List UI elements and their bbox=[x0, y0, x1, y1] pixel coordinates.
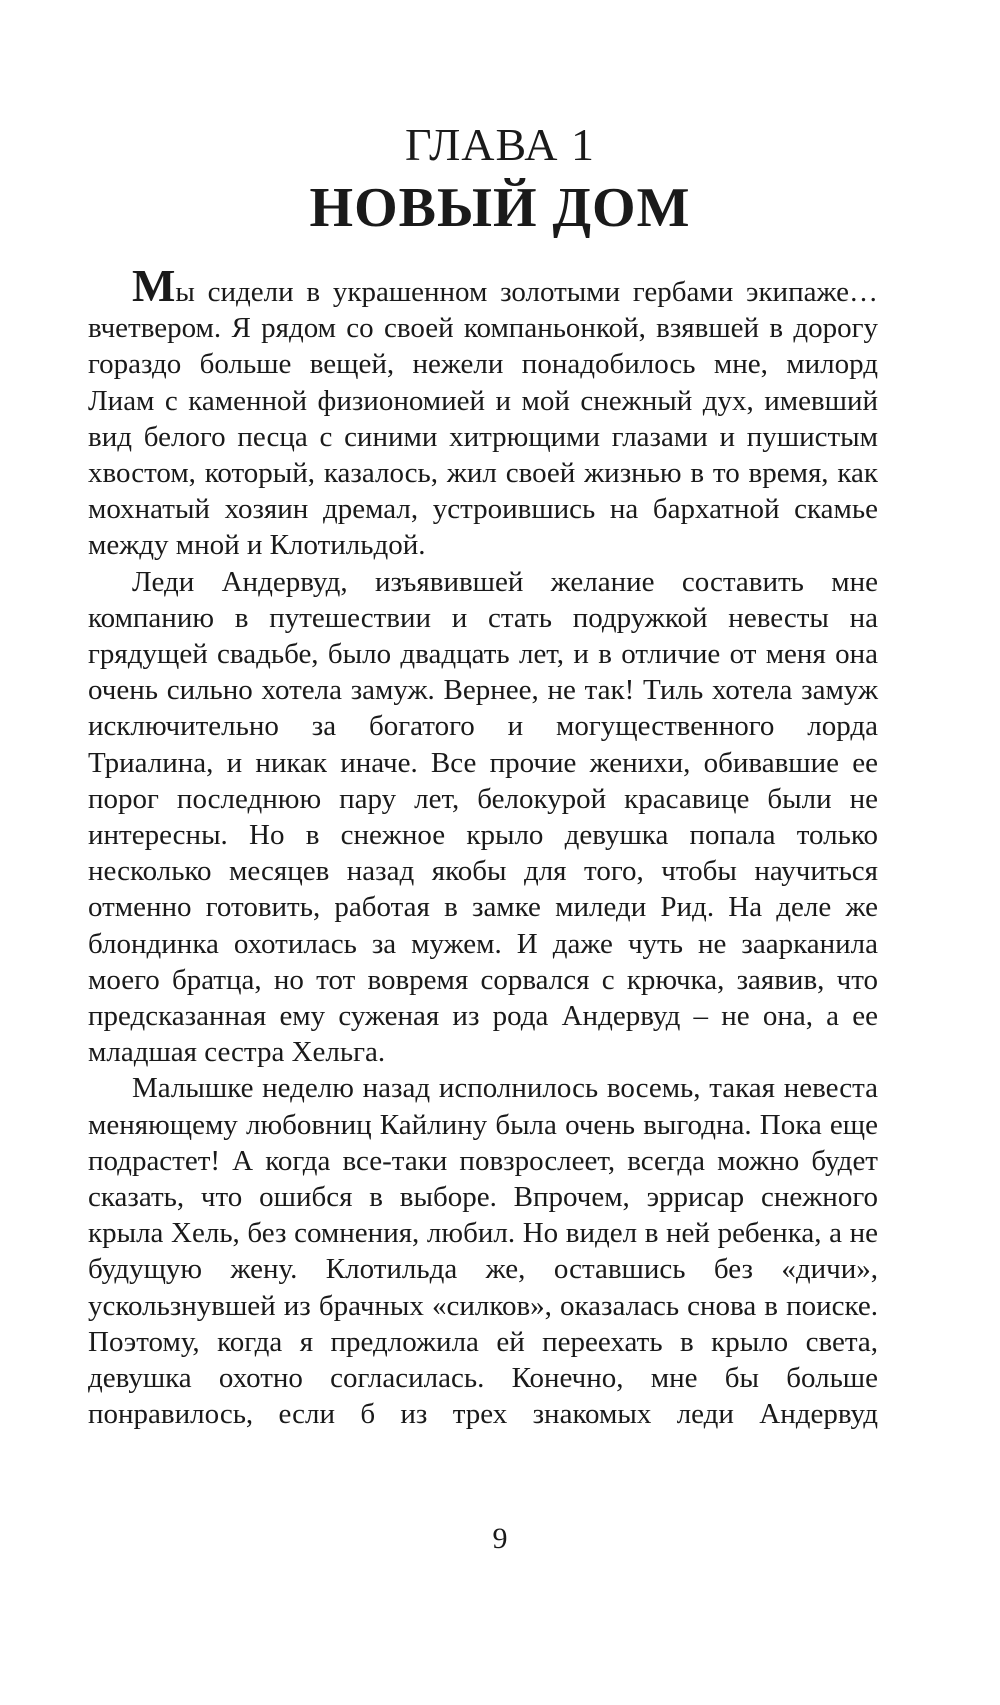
drop-cap: М bbox=[132, 260, 176, 311]
chapter-title: НОВЫЙ ДОМ bbox=[309, 177, 691, 239]
body-text bbox=[88, 260, 878, 1433]
paragraph-1 bbox=[88, 260, 878, 564]
paragraph-3: Малышке неделю назад исполнилось восемь, такая невеста меняющему любовниц Кайлину была очень выгодна. Пока еще подрастет! А когда все-таки повзрослеет, всегда можно будет сказать, что ошибся в выборе. Впрочем, эррисар снежного крыла Хель, без сомнения, любил. Но видел в ней ребенка, а не будущую жену. Клотильда же, оставшись без «дичи», ускользнувшей из брачных «силков», оказалась снова в поиске. Поэтому, когда я предложила ей переехать в крыло света, девушка охотно согласилась. Конечно, мне бы больше понравилось, если б из трех знакомых леди Андервуд bbox=[88, 1072, 878, 1431]
paragraph-1-text: ы сидели в украшенном золотыми гербами экипаже… вчетвером. Я рядом со своей компаньонкой, взявшей в дорогу гораздо больше вещей, нежели понадобилось мне, милорд Лиам с каменной физиономией и мой снежный дух, имевший вид белого песца с синими хитрющими глазами и пушистым хвостом, который, казалось, жил своей жизнью в то время, как мохнатый хозяин дремал, устроившись на бархатной скамье между мной и Клотильдой. bbox=[88, 276, 878, 562]
paragraph-2: Леди Андервуд, изъявившей желание составить мне компанию в путешествии и стать подружкой невесты на грядущей свадьбе, было двадцать лет, и в отличие от меня она очень сильно хотела замуж. Вернее, не так! Тиль хотела замуж исключительно за богатого и могущественного лорда Триалина, и никак иначе. Все прочие женихи, обивавшие ее порог последнюю пару лет, белокурой красавице были не интересны. Но в снежное крыло девушка попала только несколько месяцев назад якобы для того, чтобы научиться отменно готовить, работая в замке миледи Рид. На деле же блондинка охотилась за мужем. И даже чуть не заарканила моего братца, но тот вовремя сорвался с крючка, заявив, что предсказанная ему суженая из рода Андервуд – не она, а ее младшая сестра Хельга. bbox=[88, 565, 878, 1069]
page-number: 9 bbox=[492, 1522, 508, 1555]
chapter-number: ГЛАВА 1 bbox=[404, 119, 596, 170]
